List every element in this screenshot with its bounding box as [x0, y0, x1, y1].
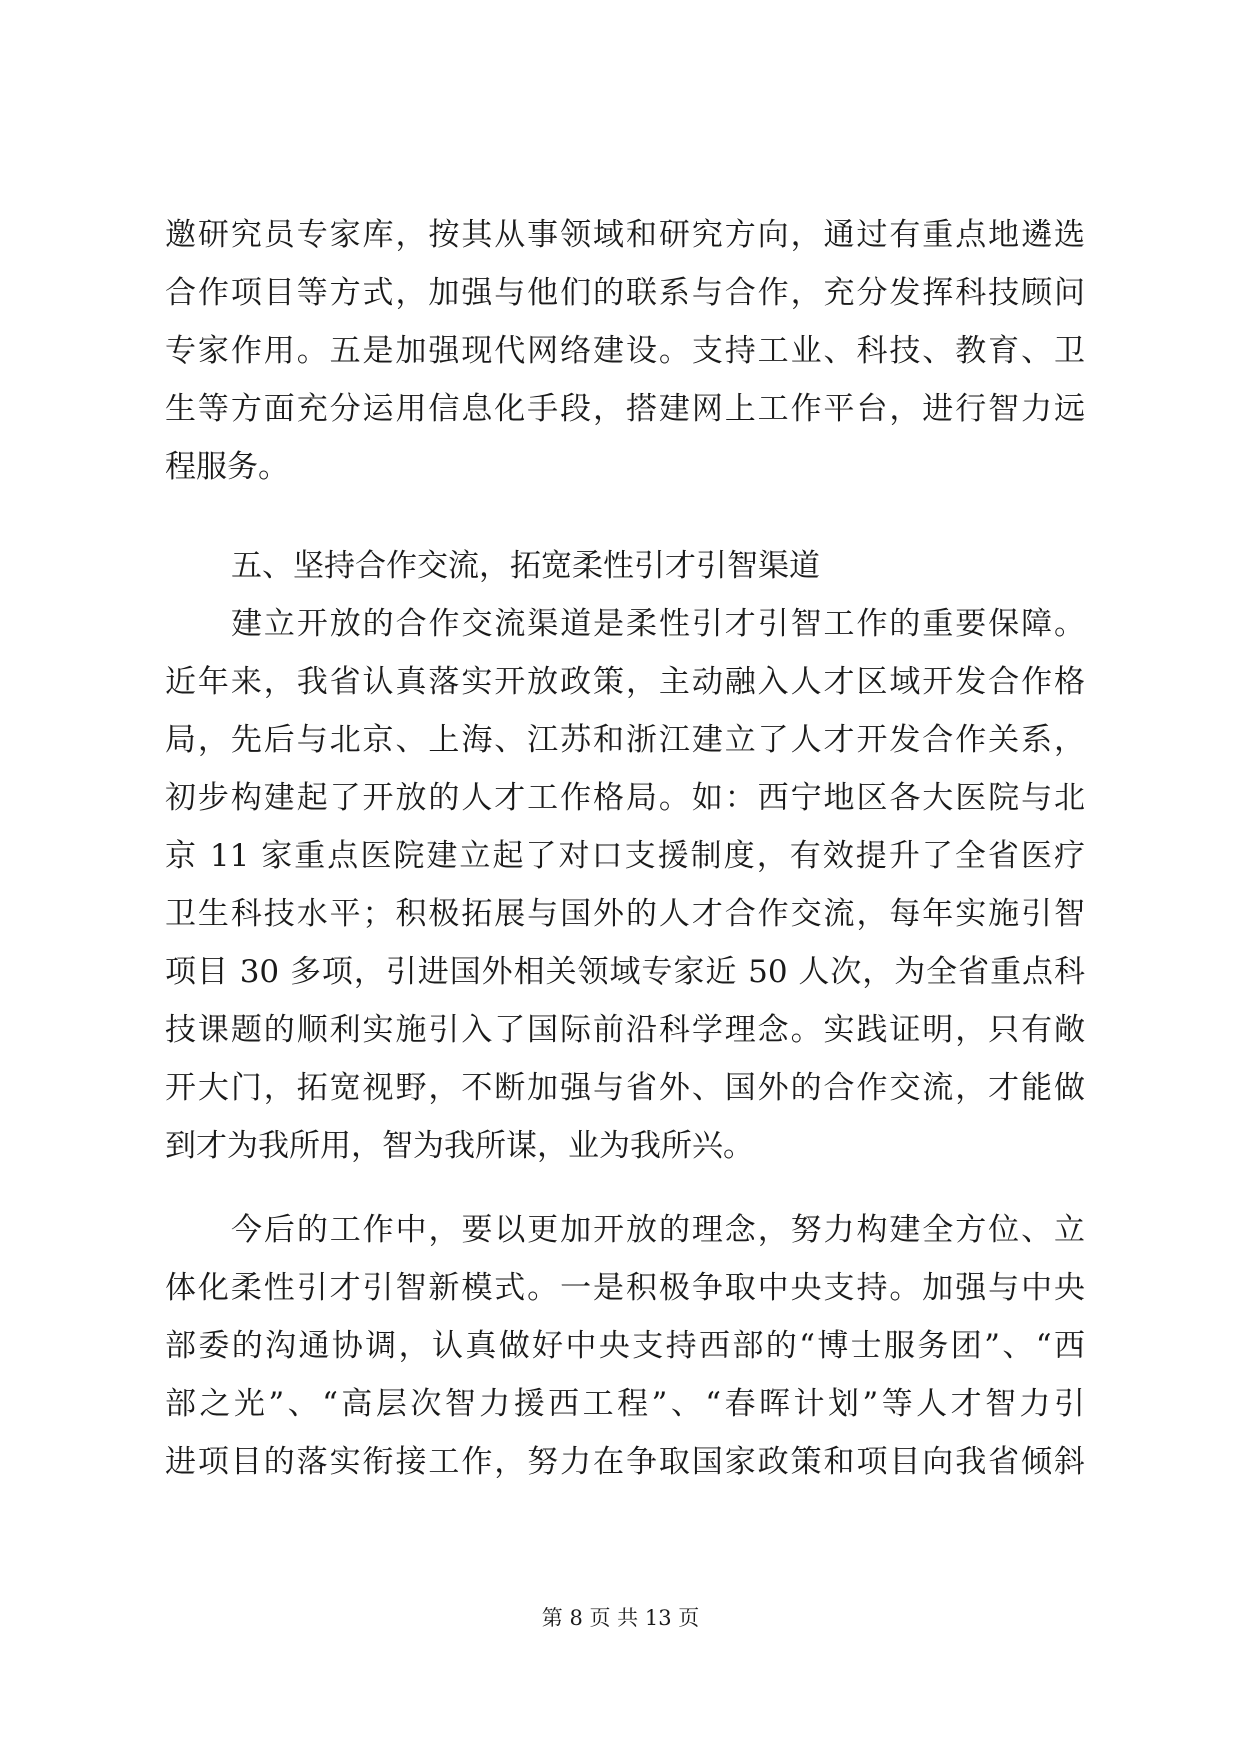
paragraph-line: 合作项目等方式，加强与他们的联系与合作，充分发挥科技顾问	[165, 275, 1085, 311]
page-number-footer: 第 8 页 共 13 页	[541, 1606, 700, 1630]
paragraph-line: 建立开放的合作交流渠道是柔性引才引智工作的重要保障。	[231, 606, 1085, 642]
paragraph-line: 开大门，拓宽视野，不断加强与省外、国外的合作交流，才能做	[165, 1070, 1085, 1106]
paragraph-line: 初步构建起了开放的人才工作格局。如：西宁地区各大医院与北	[165, 780, 1085, 816]
paragraph-line: 生等方面充分运用信息化手段，搭建网上工作平台，进行智力远	[165, 391, 1085, 427]
paragraph-line: 部委的沟通协调，认真做好中央支持西部的“博士服务团”、“西	[165, 1328, 1085, 1364]
paragraph-line: 部之光”、“高层次智力援西工程”、“春晖计划”等人才智力引	[165, 1386, 1085, 1422]
paragraph-line: 今后的工作中，要以更加开放的理念，努力构建全方位、立	[231, 1212, 1085, 1248]
paragraph-line: 专家作用。五是加强现代网络建设。支持工业、科技、教育、卫	[165, 333, 1085, 369]
paragraph-line: 项目 30 多项，引进国外相关领域专家近 50 人次，为全省重点科	[165, 954, 1085, 990]
paragraph-line: 进项目的落实衔接工作，努力在争取国家政策和项目向我省倾斜	[165, 1444, 1085, 1480]
paragraph-line: 京 11 家重点医院建立起了对口支援制度，有效提升了全省医疗	[165, 838, 1085, 874]
paragraph-line: 体化柔性引才引智新模式。一是积极争取中央支持。加强与中央	[165, 1270, 1085, 1306]
paragraph-line: 邀研究员专家库，按其从事领域和研究方向，通过有重点地遴选	[165, 217, 1085, 253]
paragraph-line: 程服务。	[165, 449, 289, 485]
section-heading: 五、坚持合作交流，拓宽柔性引才引智渠道	[231, 548, 820, 584]
paragraph-line: 到才为我所用，智为我所谋，业为我所兴。	[165, 1128, 754, 1164]
paragraph-line: 技课题的顺利实施引入了国际前沿科学理念。实践证明，只有敞	[165, 1012, 1085, 1048]
paragraph-line: 局，先后与北京、上海、江苏和浙江建立了人才开发合作关系，	[165, 722, 1085, 758]
paragraph-line: 卫生科技水平；积极拓展与国外的人才合作交流，每年实施引智	[165, 896, 1085, 932]
paragraph-line: 近年来，我省认真落实开放政策，主动融入人才区域开发合作格	[165, 664, 1085, 700]
